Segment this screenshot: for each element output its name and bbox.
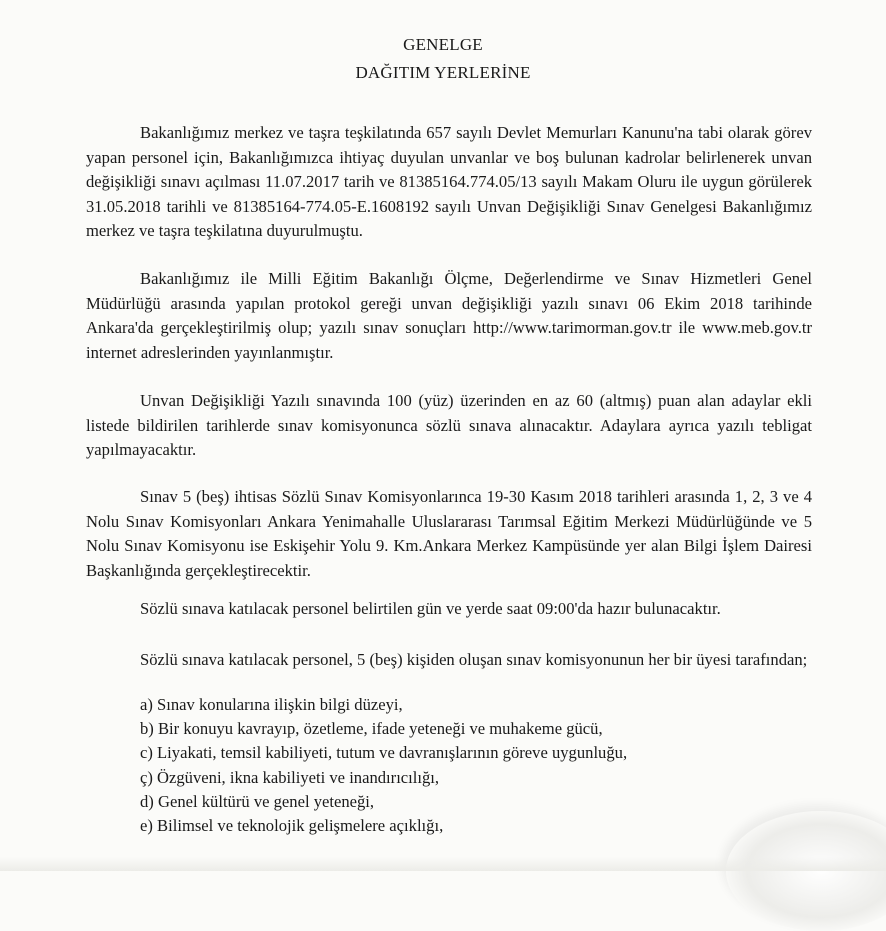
list-item: e) Bilimsel ve teknolojik gelişmelere açıklığı, <box>140 816 444 836</box>
list-item: d) Genel kültürü ve genel yeteneği, <box>140 791 375 811</box>
paragraph-oral-exam-eligibility: Unvan Değişikliği Yazılı sınavında 100 (yüz) üzerinden en az 60 (altmış) puan alan adaylar ekli listede bildirilen tarihlerde sınav komisyonunca sözlü sınava alınacaktır. Adaylara ayrıca yazılı tebligat yapılmayacaktır. <box>86 391 812 459</box>
bottom-edge-shadow <box>0 857 886 871</box>
evaluation-criteria-list <box>140 693 627 838</box>
list-item: ç) Özgüveni, ikna kabiliyeti ve inandırıcılığı, <box>140 767 440 787</box>
document-subtitle: DAĞITIM YERLERİNE <box>355 63 531 82</box>
paragraph-evaluation-intro: Sözlü sınava katılacak personel, 5 (beş) kişiden oluşan sınav komisyonunun her bir üyesi tarafından; <box>140 650 808 669</box>
paragraph-exam-announcement: Bakanlığımız merkez ve taşra teşkilatında 657 sayılı Devlet Memurları Kanunu'na tabi olarak görev yapan personel için, Bakanlığımızca ihtiyaç duyulan unvanlar ve boş bulunan kadrolar belirlenerek unvan değişikliği sınavı açılması 11.07.2017 tarih ve 81385164.774.05/13 sayılı Makam Oluru ile uygun görülerek 31.05.2018 tarihli ve 81385164-774.05-E.1608192 sayılı Unvan Değişikliği Sınav Genelgesi Bakanlığımız merkez ve taşra teşkilatına duyurulmuştu. <box>86 123 812 240</box>
list-item: c) Liyakati, temsil kabiliyeti, tutum ve davranışlarının göreve uygunluğu, <box>140 743 628 763</box>
page-curl-shadow <box>726 811 886 931</box>
paragraph-written-exam: Bakanlığımız ile Milli Eğitim Bakanlığı Ölçme, Değerlendirme ve Sınav Hizmetleri Genel Müdürlüğü arasında yapılan protokol gereği unvan değişikliği yazılı sınavı 06 Ekim 2018 tarihinde Ankara'da gerçekleştirilmiş olup; yazılı sınav sonuçları http://www.tarimorman.gov.tr ile www.meb.gov.tr internet adreslerinden yayınlanmıştır. <box>86 269 812 362</box>
list-item: b) Bir konuyu kavrayıp, özetleme, ifade yeteneği ve muhakeme gücü, <box>140 719 603 739</box>
list-item: a) Sınav konularına ilişkin bilgi düzeyi, <box>140 695 403 714</box>
document-title: GENELGE <box>403 35 483 54</box>
paragraph-exam-time: Sözlü sınava katılacak personel belirtilen gün ve yerde saat 09:00'da hazır bulunacaktır. <box>140 599 721 618</box>
paragraph-exam-commissions: Sınav 5 (beş) ihtisas Sözlü Sınav Komisyonlarınca 19-30 Kasım 2018 tarihleri arasında 1, 2, 3 ve 4 Nolu Sınav Komisyonları Ankara Yenimahalle Uluslararası Tarımsal Eğitim Merkezi Müdürlüğünde ve 5 Nolu Sınav Komisyonu ise Eskişehir Yolu 9. Km.Ankara Merkez Kampüsünde yer alan Bilgi İşlem Dairesi Başkanlığında gerçekleştirecektir. <box>86 487 812 580</box>
